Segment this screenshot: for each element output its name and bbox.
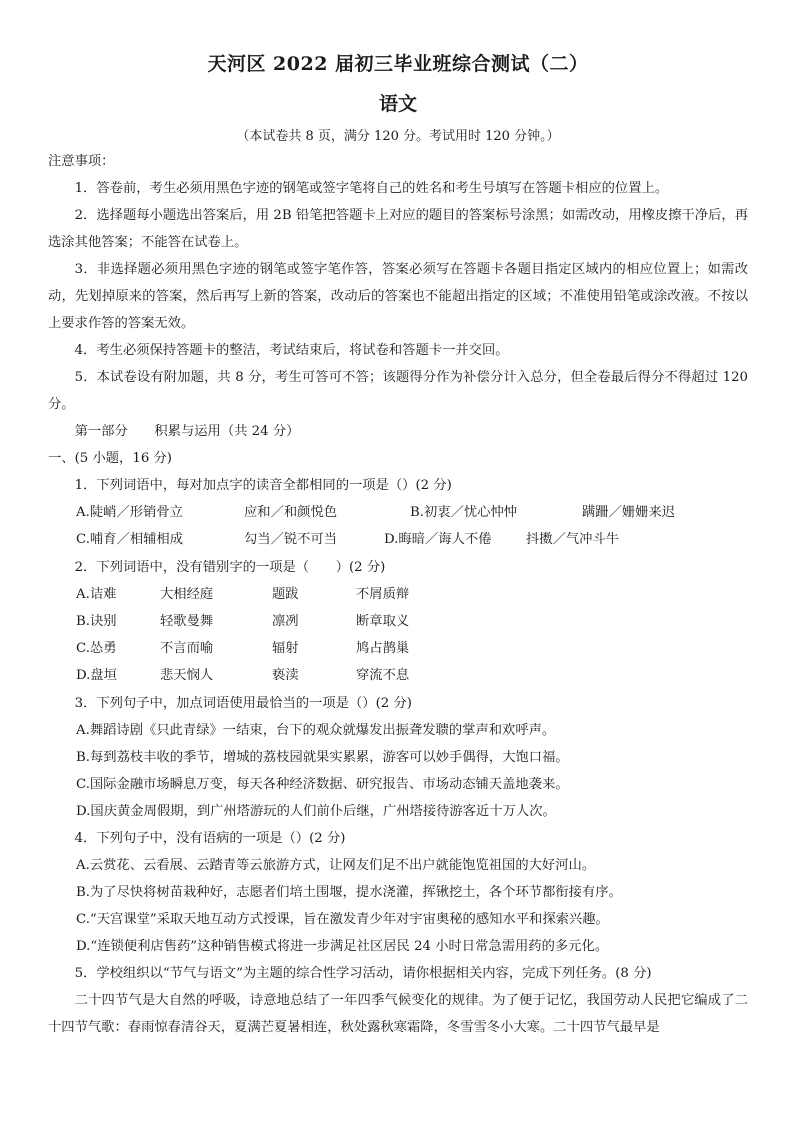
q2-option-b-2: 轻歌曼舞	[160, 613, 214, 629]
notice-heading: 注意事项：	[48, 154, 115, 169]
q1-option-a-1: A.陡峭／形销骨立	[76, 505, 183, 520]
q1-option-d-2: 抖擞／气冲斗牛	[526, 532, 620, 548]
q2-option-a-4: 不屑质辩	[356, 586, 410, 602]
q2-option-b-1: B.诀别	[76, 613, 117, 629]
q2-option-d-1: D.盘垣	[76, 668, 118, 684]
q2-row-c	[48, 635, 748, 662]
q3-option-b: B.每到荔枝丰收的季节，增城的荔枝园就果实累累，游客可以妙手偶得，大饱口福。	[76, 749, 569, 765]
q1-option-c-2: 勾当／锐不可当	[244, 532, 338, 548]
q1-stem: 1．下列词语中，每对加点字的读音全都相同的一项是（）(2 分)	[74, 478, 452, 493]
q1-option-c-1: C.哺育／相辅相成	[76, 532, 184, 548]
subject-title: 语文	[378, 93, 417, 115]
q2-option-c-1: C.怂勇	[76, 641, 117, 657]
notice-item-1: 1．答卷前，考生必须用黑色字迹的钢笔或签字笔将自己的姓名和考生号填写在答题卡相应的位置上。	[74, 181, 669, 196]
q1-option-d-1: D.晦暗／诲人不倦	[384, 532, 492, 548]
q2-option-b-4: 断章取义	[356, 613, 410, 629]
exam-page	[48, 50, 748, 1041]
q2-option-c-4: 鸠占鹊巢	[356, 641, 410, 657]
q4-option-a: A.云赏花、云看展、云踏青等云旅游方式，让网友们足不出户就能饱览祖国的大好河山。	[76, 857, 596, 873]
q5-stem: 5．学校组织以“节气与语文”为主题的综合性学习活动，请你根据相关内容，完成下列任务。(8 分)	[74, 965, 652, 981]
exam-note: （本试卷共 8 页，满分 120 分。考试用时 120 分钟。）	[236, 129, 560, 144]
q2-option-c-2: 不言而喻	[160, 641, 214, 657]
q2-option-a-2: 大相经庭	[160, 586, 214, 602]
q2-option-d-4: 穿流不息	[356, 668, 410, 684]
exam-title: 天河区 2022 届初三毕业班综合测试（二）	[207, 53, 589, 75]
q1-option-a-2: 应和／和颜悦色	[244, 505, 338, 520]
q2-option-a-1: A.诘难	[76, 586, 117, 602]
q3-option-c: C.国际金融市场瞬息万变，每天各种经济数据、研究报告、市场动态铺天盖地袭来。	[76, 776, 569, 792]
q2-option-b-3: 凛冽	[272, 613, 299, 629]
section-one-heading: 一、(5 小题，16 分)	[48, 451, 172, 466]
q3-option-a: A.舞蹈诗剧《只此青绿》一结束，台下的观众就爆发出振聋发聩的掌声和欢呼声。	[76, 722, 556, 738]
q4-option-b: B.为了尽快将树苗栽种好，志愿者们培土围堰，提水浇灌，挥锹挖土，各个环节都衔接有序。	[76, 884, 622, 900]
notice-item-2: 2．选择题每小题选出答案后，用 2B 铅笔把答题卡上对应的题目的答案标号涂黑；如需改动，用橡皮擦干净后，再选涂其他答案；不能答在试卷上。	[48, 208, 748, 250]
q5-passage: 二十四节气是大自然的呼吸，诗意地总结了一年四季气候变化的规律。为了便于记忆，我国劳动人民把它编成了二十四节气歌：春雨惊春清谷天，夏满芒夏暑相连，秋处露秋寒霜降，冬雪雪冬小大寒。二十四节气最早是	[48, 992, 748, 1035]
q1-option-b-1: B.初衷／忧心忡忡	[410, 505, 518, 520]
q4-option-c: C.“天宫课堂”采取天地互动方式授课，旨在激发青少年对宇宙奥秘的感知水平和探索兴趣。	[76, 911, 609, 927]
q2-row-b	[48, 608, 748, 635]
q2-option-d-2: 悲天悯人	[160, 668, 214, 684]
q2-option-d-3: 亵渎	[272, 668, 299, 684]
q2-stem: 2．下列词语中，没有错别字的一项是（ ）(2 分)	[74, 559, 386, 575]
q1-row-ab	[48, 499, 748, 526]
notice-item-5: 5．本试卷设有附加题，共 8 分，考生可答可不答；该题得分作为补偿分计入总分，但全卷最后得分不得超过 120 分。	[48, 370, 748, 412]
q3-stem: 3．下列句子中，加点词语使用最恰当的一项是（）(2 分)	[74, 695, 412, 711]
notice-item-4: 4．考生必须保持答题卡的整洁，考试结束后，将试卷和答题卡一并交回。	[74, 343, 509, 358]
part1-heading: 第一部分 积累与运用（共 24 分）	[74, 424, 300, 439]
q2-row-a	[48, 581, 748, 608]
q3-option-d: D.国庆黄金周假期，到广州塔游玩的人们前仆后继，广州塔接待游客近十万人次。	[76, 803, 556, 819]
q1-row-cd	[48, 526, 748, 553]
q2-option-c-3: 辐射	[272, 641, 299, 657]
q1-option-b-2: 蹒跚／姗姗来迟	[582, 505, 676, 520]
q4-option-d: D.“连锁便利店售药”这种销售模式将进一步满足社区居民 24 小时日常急需用药的多元化。	[76, 938, 609, 954]
q2-option-a-3: 题跋	[272, 586, 299, 602]
notice-item-3: 3．非选择题必须用黑色字迹的钢笔或签字笔作答，答案必须写在答题卡各题目指定区域内的相应位置上；如需改动，先划掉原来的答案，然后再写上新的答案，改动后的答案也不能超出指定的区域；不准使用铅笔或涂改液。不按以上要求作答的答案无效。	[48, 262, 748, 331]
q2-row-d	[48, 662, 748, 689]
q4-stem: 4．下列句子中，没有语病的一项是（）(2 分)	[74, 830, 346, 846]
